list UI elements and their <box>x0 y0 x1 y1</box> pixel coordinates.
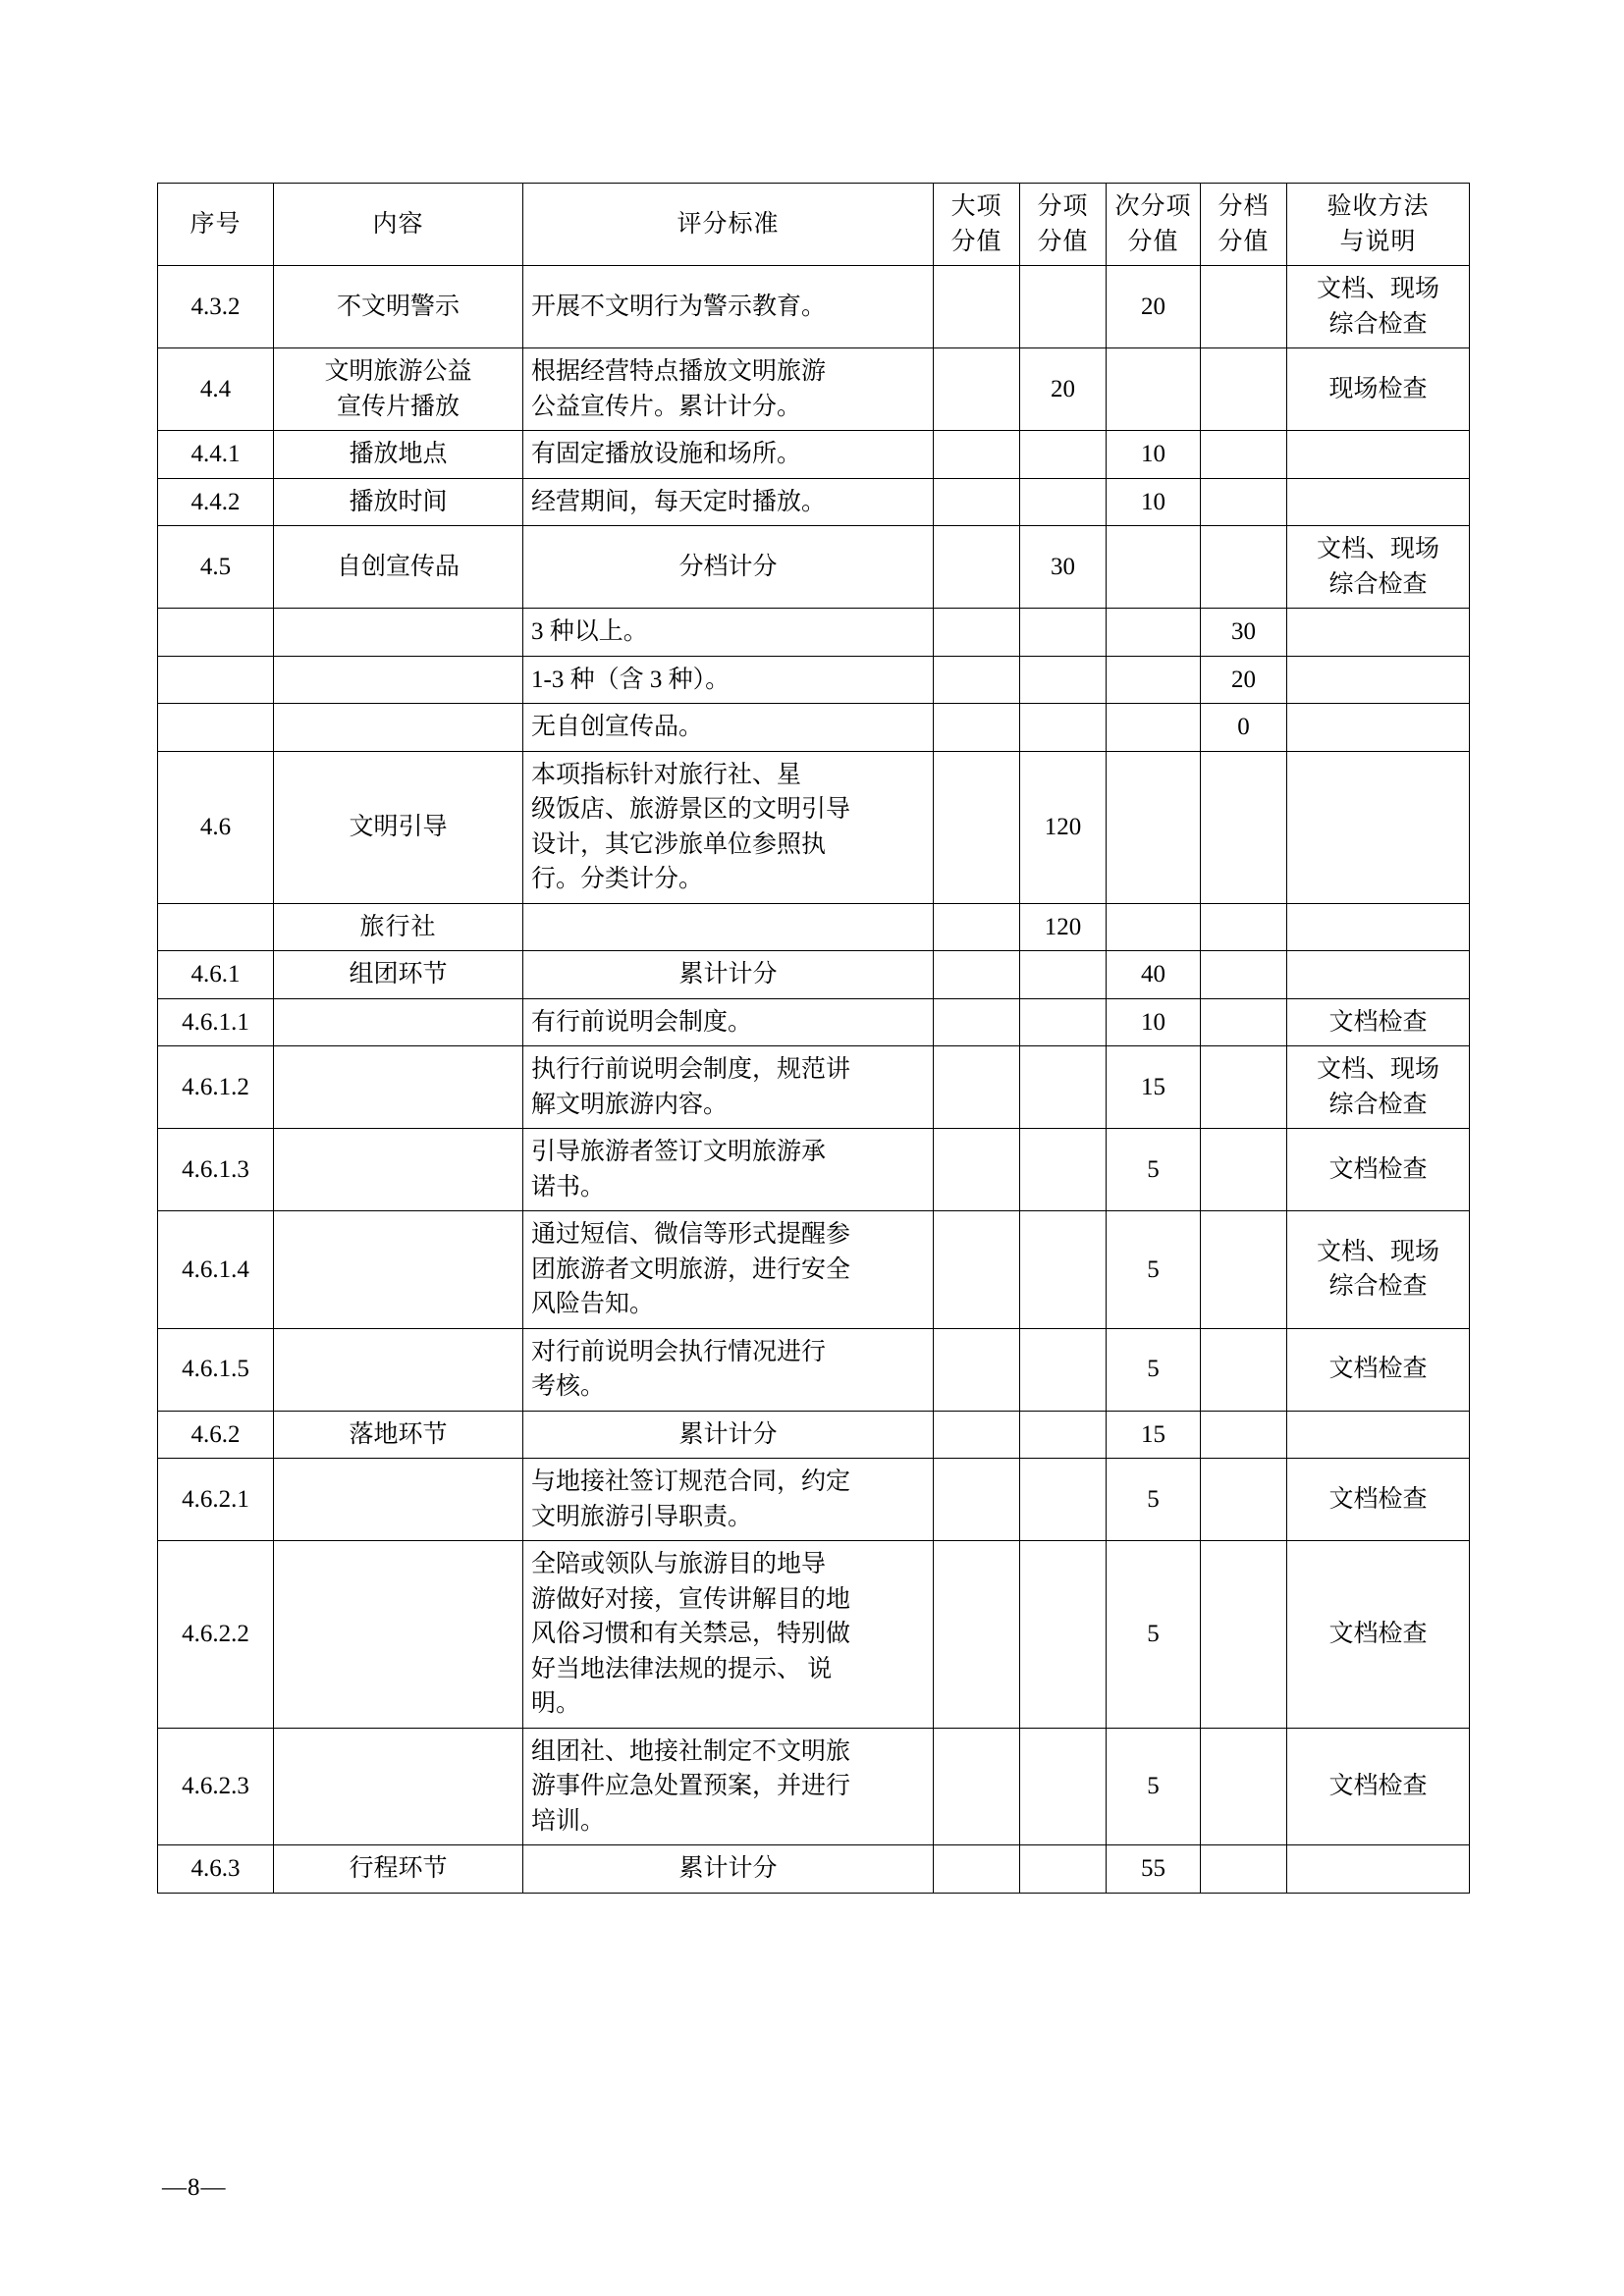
table-row <box>158 1328 1470 1411</box>
row-criteria: 累计计分 <box>523 951 934 999</box>
row-sub-score <box>1020 1046 1107 1129</box>
row-major-score <box>934 704 1020 752</box>
row-major-score <box>934 903 1020 951</box>
table-row <box>158 951 1470 999</box>
row-sub-score <box>1020 1211 1107 1329</box>
header-method-line2: 与说明 <box>1339 228 1417 255</box>
row-grade-score <box>1201 1211 1287 1329</box>
header-subsub-line2: 分值 <box>1127 228 1179 255</box>
table-row <box>158 1211 1470 1329</box>
row-content: 落地环节 <box>274 1411 523 1459</box>
row-criteria-line2: 诺书。 <box>531 1173 606 1201</box>
row-content <box>274 1046 523 1129</box>
row-criteria-line1: 执行行前说明会制度，规范讲 <box>531 1056 851 1083</box>
row-grade-score <box>1201 348 1287 431</box>
row-criteria <box>523 1541 934 1729</box>
row-criteria <box>523 903 934 951</box>
row-criteria-line4: 行。分类计分。 <box>531 866 704 892</box>
table-header-row <box>158 184 1470 266</box>
row-subsub-score <box>1107 656 1201 704</box>
header-sub-line2: 分值 <box>1037 228 1089 255</box>
header-major-line2: 分值 <box>950 228 1002 255</box>
row-content: 不文明警示 <box>274 266 523 348</box>
row-method-line2: 综合检查 <box>1328 310 1428 338</box>
row-sub-score: 20 <box>1020 348 1107 431</box>
row-no: 4.5 <box>158 526 274 609</box>
row-method <box>1287 1411 1470 1459</box>
row-no: 4.4 <box>158 348 274 431</box>
row-method-line1: 文档、现场 <box>1316 536 1439 562</box>
row-method <box>1287 951 1470 999</box>
row-method-line2: 综合检查 <box>1328 570 1428 598</box>
row-content <box>274 1459 523 1541</box>
table-row <box>158 348 1470 431</box>
header-sub-line1: 分项 <box>1037 193 1089 220</box>
header-cell-subsub-score <box>1107 184 1201 266</box>
row-grade-score <box>1201 526 1287 609</box>
row-grade-score: 0 <box>1201 704 1287 752</box>
table-row <box>158 431 1470 479</box>
row-content <box>274 998 523 1046</box>
row-subsub-score: 5 <box>1107 1211 1201 1329</box>
table-row <box>158 1411 1470 1459</box>
row-criteria: 分档计分 <box>523 526 934 609</box>
row-method <box>1287 478 1470 526</box>
row-subsub-score: 5 <box>1107 1459 1201 1541</box>
row-major-score <box>934 1211 1020 1329</box>
row-no <box>158 704 274 752</box>
row-grade-score <box>1201 751 1287 903</box>
row-criteria-line3: 设计，其它涉旅单位参照执 <box>531 830 827 858</box>
row-grade-score: 30 <box>1201 609 1287 657</box>
row-no: 4.4.2 <box>158 478 274 526</box>
row-major-score <box>934 431 1020 479</box>
row-criteria-line1: 全陪或领队与旅游目的地导 <box>531 1551 827 1577</box>
row-method-line1: 文档、现场 <box>1316 276 1439 302</box>
row-major-score <box>934 951 1020 999</box>
row-grade-score <box>1201 951 1287 999</box>
header-cell-grade-score <box>1201 184 1287 266</box>
row-method <box>1287 1845 1470 1894</box>
row-content <box>274 348 523 431</box>
row-sub-score <box>1020 1411 1107 1459</box>
row-sub-score <box>1020 609 1107 657</box>
row-content: 组团环节 <box>274 951 523 999</box>
table-row <box>158 1129 1470 1211</box>
row-no <box>158 656 274 704</box>
row-grade-score: 20 <box>1201 656 1287 704</box>
row-content-line2: 宣传片播放 <box>336 393 460 420</box>
table-row <box>158 751 1470 903</box>
row-major-score <box>934 1728 1020 1845</box>
row-sub-score <box>1020 1328 1107 1411</box>
row-criteria <box>523 1459 934 1541</box>
row-method: 文档检查 <box>1287 1328 1470 1411</box>
row-grade-score <box>1201 1411 1287 1459</box>
row-sub-score: 30 <box>1020 526 1107 609</box>
row-no: 4.6 <box>158 751 274 903</box>
row-method <box>1287 266 1470 348</box>
row-criteria-line2: 级饭店、旅游景区的文明引导 <box>531 796 851 823</box>
row-sub-score <box>1020 1129 1107 1211</box>
row-subsub-score: 15 <box>1107 1046 1201 1129</box>
row-sub-score <box>1020 1541 1107 1729</box>
row-no <box>158 903 274 951</box>
row-criteria-line1: 根据经营特点播放文明旅游 <box>531 358 827 385</box>
row-grade-score <box>1201 1459 1287 1541</box>
row-subsub-score: 10 <box>1107 431 1201 479</box>
row-criteria-line2: 解文明旅游内容。 <box>531 1091 729 1118</box>
row-criteria <box>523 1129 934 1211</box>
row-criteria <box>523 751 934 903</box>
header-method-line1: 验收方法 <box>1326 193 1430 220</box>
row-sub-score <box>1020 656 1107 704</box>
row-subsub-score: 10 <box>1107 998 1201 1046</box>
row-subsub-score <box>1107 704 1201 752</box>
row-content <box>274 609 523 657</box>
row-criteria-line1: 组团社、地接社制定不文明旅 <box>531 1737 851 1765</box>
row-major-score <box>934 266 1020 348</box>
row-content: 行程环节 <box>274 1845 523 1894</box>
row-grade-score <box>1201 266 1287 348</box>
row-major-score <box>934 348 1020 431</box>
row-grade-score <box>1201 1728 1287 1845</box>
row-major-score <box>934 609 1020 657</box>
row-method <box>1287 903 1470 951</box>
row-subsub-score: 5 <box>1107 1328 1201 1411</box>
row-grade-score <box>1201 1328 1287 1411</box>
row-content: 文明引导 <box>274 751 523 903</box>
row-method <box>1287 526 1470 609</box>
row-no: 4.3.2 <box>158 266 274 348</box>
table-row <box>158 266 1470 348</box>
row-no: 4.6.1.2 <box>158 1046 274 1129</box>
row-criteria: 有固定播放设施和场所。 <box>523 431 934 479</box>
row-sub-score <box>1020 951 1107 999</box>
row-content <box>274 656 523 704</box>
row-method-line1: 文档、现场 <box>1316 1238 1439 1265</box>
header-cell-criteria: 评分标准 <box>523 184 934 266</box>
row-criteria-line2: 游做好对接，宣传讲解目的地 <box>531 1585 851 1613</box>
row-method-line2: 综合检查 <box>1328 1273 1428 1301</box>
row-method: 现场检查 <box>1287 348 1470 431</box>
row-criteria-line1: 引导旅游者签订文明旅游承 <box>531 1139 827 1165</box>
row-major-score <box>934 751 1020 903</box>
header-cell-method <box>1287 184 1470 266</box>
row-content <box>274 1541 523 1729</box>
row-criteria <box>523 1328 934 1411</box>
row-subsub-score <box>1107 751 1201 903</box>
header-cell-sub-score <box>1020 184 1107 266</box>
row-content: 播放地点 <box>274 431 523 479</box>
score-table <box>157 183 1470 1894</box>
row-no: 4.6.3 <box>158 1845 274 1894</box>
row-criteria: 有行前说明会制度。 <box>523 998 934 1046</box>
row-content: 自创宣传品 <box>274 526 523 609</box>
header-cell-content: 内容 <box>274 184 523 266</box>
row-criteria-line3: 风险告知。 <box>531 1291 655 1317</box>
row-criteria-line3: 培训。 <box>531 1807 606 1835</box>
row-major-score <box>934 998 1020 1046</box>
row-subsub-score <box>1107 609 1201 657</box>
row-grade-score <box>1201 1046 1287 1129</box>
row-subsub-score: 15 <box>1107 1411 1201 1459</box>
row-method <box>1287 751 1470 903</box>
row-sub-score <box>1020 266 1107 348</box>
row-subsub-score: 5 <box>1107 1129 1201 1211</box>
row-sub-score <box>1020 478 1107 526</box>
row-grade-score <box>1201 1845 1287 1894</box>
table-row <box>158 526 1470 609</box>
row-no: 4.6.1.4 <box>158 1211 274 1329</box>
row-method <box>1287 1211 1470 1329</box>
row-grade-score <box>1201 903 1287 951</box>
row-method <box>1287 431 1470 479</box>
row-major-score <box>934 1046 1020 1129</box>
row-no: 4.6.2 <box>158 1411 274 1459</box>
row-grade-score <box>1201 998 1287 1046</box>
row-subsub-score: 55 <box>1107 1845 1201 1894</box>
row-sub-score <box>1020 1459 1107 1541</box>
row-criteria: 累计计分 <box>523 1845 934 1894</box>
row-criteria: 开展不文明行为警示教育。 <box>523 266 934 348</box>
row-no: 4.6.1 <box>158 951 274 999</box>
row-content: 旅行社 <box>274 903 523 951</box>
row-content <box>274 1211 523 1329</box>
table-row <box>158 903 1470 951</box>
row-criteria: 3 种以上。 <box>523 609 934 657</box>
row-criteria <box>523 1728 934 1845</box>
row-criteria: 1-3 种（含 3 种）。 <box>523 656 934 704</box>
row-method <box>1287 704 1470 752</box>
score-table-wrapper <box>157 183 1469 1894</box>
row-major-score <box>934 1541 1020 1729</box>
row-grade-score <box>1201 1129 1287 1211</box>
table-row <box>158 1046 1470 1129</box>
row-criteria <box>523 348 934 431</box>
row-subsub-score: 40 <box>1107 951 1201 999</box>
row-sub-score <box>1020 1728 1107 1845</box>
row-sub-score: 120 <box>1020 903 1107 951</box>
row-criteria-line2: 公益宣传片。累计计分。 <box>531 393 802 420</box>
row-no: 4.6.2.1 <box>158 1459 274 1541</box>
row-subsub-score: 5 <box>1107 1728 1201 1845</box>
row-sub-score <box>1020 998 1107 1046</box>
table-row <box>158 998 1470 1046</box>
header-grade-line2: 分值 <box>1218 228 1270 255</box>
row-method-line2: 综合检查 <box>1328 1091 1428 1118</box>
row-criteria: 累计计分 <box>523 1411 934 1459</box>
row-method: 文档检查 <box>1287 1541 1470 1729</box>
row-subsub-score: 10 <box>1107 478 1201 526</box>
row-content <box>274 1728 523 1845</box>
row-criteria-line2: 文明旅游引导职责。 <box>531 1503 753 1530</box>
row-criteria-line3: 风俗习惯和有关禁忌，特别做 <box>531 1621 851 1647</box>
table-row <box>158 1541 1470 1729</box>
table-row <box>158 478 1470 526</box>
row-no: 4.6.1.5 <box>158 1328 274 1411</box>
row-major-score <box>934 1411 1020 1459</box>
row-sub-score: 120 <box>1020 751 1107 903</box>
row-method: 文档检查 <box>1287 998 1470 1046</box>
header-subsub-line1: 次分项 <box>1114 193 1192 220</box>
table-row <box>158 1845 1470 1894</box>
row-criteria-line1: 本项指标针对旅行社、星 <box>531 761 802 788</box>
row-criteria-line4: 好当地法律法规的提示、 说 <box>531 1655 833 1682</box>
header-grade-line1: 分档 <box>1218 193 1270 220</box>
row-grade-score <box>1201 431 1287 479</box>
row-no: 4.6.2.2 <box>158 1541 274 1729</box>
row-criteria-line1: 通过短信、微信等形式提醒参 <box>531 1221 851 1248</box>
row-content: 播放时间 <box>274 478 523 526</box>
header-cell-major-score <box>934 184 1020 266</box>
row-content-line1: 文明旅游公益 <box>324 358 472 385</box>
row-criteria-line2: 团旅游者文明旅游，进行安全 <box>531 1255 851 1283</box>
table-row <box>158 1459 1470 1541</box>
header-major-line1: 大项 <box>950 193 1002 220</box>
row-major-score <box>934 1459 1020 1541</box>
row-criteria <box>523 1211 934 1329</box>
header-cell-no: 序号 <box>158 184 274 266</box>
row-content <box>274 1129 523 1211</box>
row-content <box>274 1328 523 1411</box>
table-row <box>158 609 1470 657</box>
row-no: 4.6.1.3 <box>158 1129 274 1211</box>
row-criteria: 经营期间，每天定时播放。 <box>523 478 934 526</box>
table-row <box>158 704 1470 752</box>
row-content <box>274 704 523 752</box>
row-criteria-line2: 游事件应急处置预案，并进行 <box>531 1773 851 1799</box>
row-method <box>1287 656 1470 704</box>
row-sub-score <box>1020 1845 1107 1894</box>
row-criteria-line5: 明。 <box>531 1690 581 1717</box>
row-major-score <box>934 1129 1020 1211</box>
row-subsub-score <box>1107 526 1201 609</box>
row-no <box>158 609 274 657</box>
row-method: 文档检查 <box>1287 1129 1470 1211</box>
row-subsub-score <box>1107 903 1201 951</box>
row-major-score <box>934 1328 1020 1411</box>
row-major-score <box>934 526 1020 609</box>
row-major-score <box>934 656 1020 704</box>
table-row <box>158 1728 1470 1845</box>
row-method <box>1287 609 1470 657</box>
row-method: 文档检查 <box>1287 1459 1470 1541</box>
row-sub-score <box>1020 704 1107 752</box>
row-criteria-line1: 对行前说明会执行情况进行 <box>531 1338 827 1365</box>
row-method <box>1287 1046 1470 1129</box>
row-criteria: 无自创宣传品。 <box>523 704 934 752</box>
row-major-score <box>934 478 1020 526</box>
row-criteria <box>523 1046 934 1129</box>
row-no: 4.6.1.1 <box>158 998 274 1046</box>
row-criteria-line1: 与地接社签订规范合同，约定 <box>531 1468 851 1495</box>
row-grade-score <box>1201 478 1287 526</box>
row-method: 文档检查 <box>1287 1728 1470 1845</box>
row-subsub-score: 20 <box>1107 266 1201 348</box>
row-subsub-score <box>1107 348 1201 431</box>
row-subsub-score: 5 <box>1107 1541 1201 1729</box>
row-grade-score <box>1201 1541 1287 1729</box>
row-no: 4.4.1 <box>158 431 274 479</box>
row-sub-score <box>1020 431 1107 479</box>
row-major-score <box>934 1845 1020 1894</box>
row-criteria-line2: 考核。 <box>531 1373 606 1400</box>
row-method-line1: 文档、现场 <box>1316 1056 1439 1083</box>
table-row <box>158 656 1470 704</box>
row-no: 4.6.2.3 <box>158 1728 274 1845</box>
page-number: —8— <box>162 2174 227 2201</box>
